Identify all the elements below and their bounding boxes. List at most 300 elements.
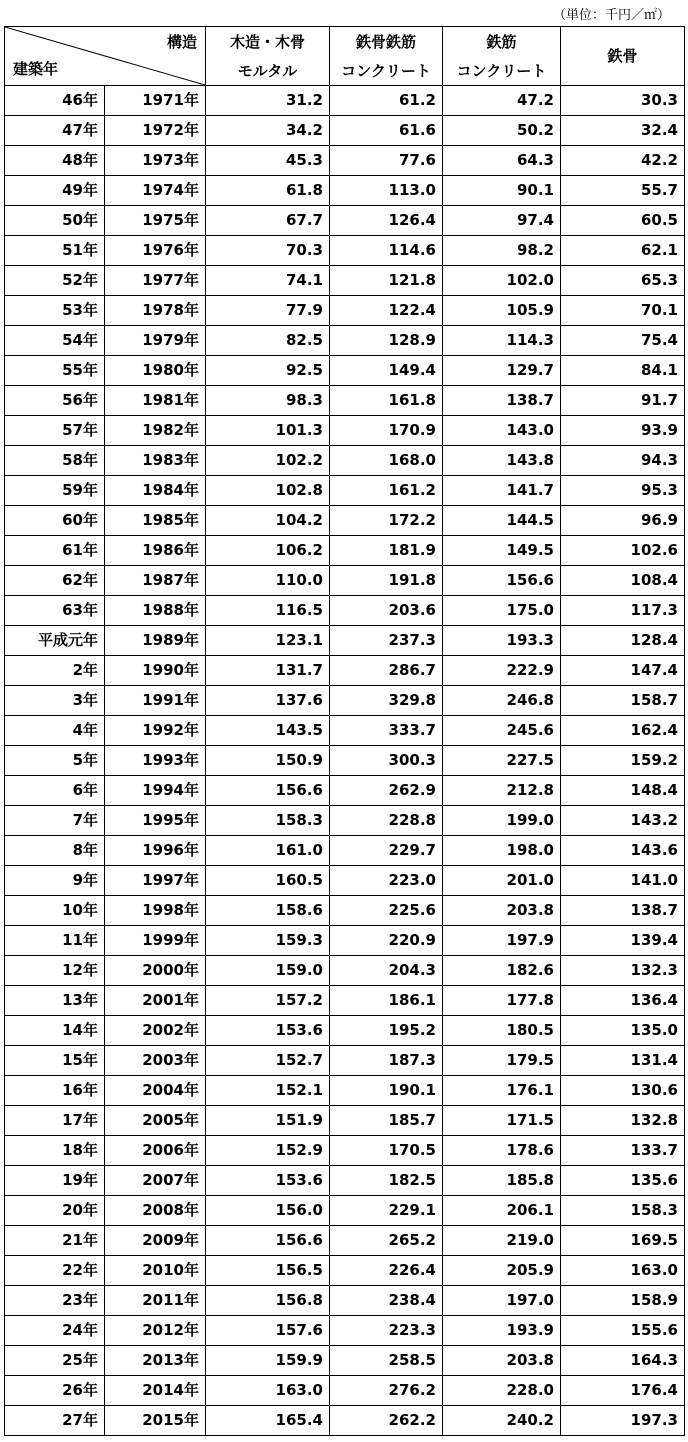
table-row <box>5 596 685 626</box>
rc-cell: 97.4 <box>443 206 561 236</box>
era-cell: 20年 <box>5 1196 105 1226</box>
year-cell: 2012年 <box>105 1316 206 1346</box>
src-cell: 168.0 <box>330 446 443 476</box>
table-row <box>5 896 685 926</box>
era-cell: 平成元年 <box>5 626 105 656</box>
table-row <box>5 116 685 146</box>
wood-mortar-cell: 45.3 <box>206 146 330 176</box>
rc-cell: 228.0 <box>443 1376 561 1406</box>
year-cell: 1997年 <box>105 866 206 896</box>
src-cell: 170.5 <box>330 1136 443 1166</box>
steel-cell: 176.4 <box>561 1376 685 1406</box>
wood-mortar-cell: 61.8 <box>206 176 330 206</box>
steel-cell: 148.4 <box>561 776 685 806</box>
year-cell: 1982年 <box>105 416 206 446</box>
table-row <box>5 266 685 296</box>
src-cell: 170.9 <box>330 416 443 446</box>
table-row <box>5 176 685 206</box>
table-row <box>5 1016 685 1046</box>
steel-cell: 70.1 <box>561 296 685 326</box>
era-cell: 61年 <box>5 536 105 566</box>
steel-cell: 135.6 <box>561 1166 685 1196</box>
era-cell: 63年 <box>5 596 105 626</box>
table-row <box>5 776 685 806</box>
era-cell: 17年 <box>5 1106 105 1136</box>
wood-mortar-cell: 157.6 <box>206 1316 330 1346</box>
rc-cell: 143.8 <box>443 446 561 476</box>
src-cell: 262.9 <box>330 776 443 806</box>
year-cell: 1996年 <box>105 836 206 866</box>
rc-cell: 143.0 <box>443 416 561 446</box>
table-row <box>5 146 685 176</box>
steel-cell: 93.9 <box>561 416 685 446</box>
era-cell: 59年 <box>5 476 105 506</box>
rc-cell: 138.7 <box>443 386 561 416</box>
rc-cell: 149.5 <box>443 536 561 566</box>
rc-cell: 180.5 <box>443 1016 561 1046</box>
rc-cell: 212.8 <box>443 776 561 806</box>
wood-mortar-cell: 101.3 <box>206 416 330 446</box>
era-cell: 52年 <box>5 266 105 296</box>
year-cell: 1976年 <box>105 236 206 266</box>
year-cell: 1975年 <box>105 206 206 236</box>
src-cell: 203.6 <box>330 596 443 626</box>
table-row <box>5 716 685 746</box>
col-header-src-line2: コンクリート <box>341 61 431 80</box>
era-cell: 19年 <box>5 1166 105 1196</box>
wood-mortar-cell: 152.1 <box>206 1076 330 1106</box>
table-header-row <box>5 27 685 86</box>
src-cell: 258.5 <box>330 1346 443 1376</box>
rc-cell: 245.6 <box>443 716 561 746</box>
rc-cell: 47.2 <box>443 86 561 116</box>
year-cell: 1972年 <box>105 116 206 146</box>
year-cell: 2015年 <box>105 1406 206 1436</box>
rc-cell: 203.8 <box>443 896 561 926</box>
year-cell: 2014年 <box>105 1376 206 1406</box>
era-cell: 3年 <box>5 686 105 716</box>
steel-cell: 60.5 <box>561 206 685 236</box>
steel-cell: 139.4 <box>561 926 685 956</box>
wood-mortar-cell: 158.3 <box>206 806 330 836</box>
table-row <box>5 446 685 476</box>
year-cell: 1995年 <box>105 806 206 836</box>
col-header-rc <box>443 27 561 86</box>
era-cell: 13年 <box>5 986 105 1016</box>
src-cell: 114.6 <box>330 236 443 266</box>
year-cell: 1990年 <box>105 656 206 686</box>
src-cell: 265.2 <box>330 1226 443 1256</box>
wood-mortar-cell: 102.8 <box>206 476 330 506</box>
steel-cell: 94.3 <box>561 446 685 476</box>
era-cell: 53年 <box>5 296 105 326</box>
steel-cell: 132.8 <box>561 1106 685 1136</box>
era-cell: 9年 <box>5 866 105 896</box>
rc-cell: 198.0 <box>443 836 561 866</box>
col-header-wood-line2: モルタル <box>237 61 298 80</box>
era-cell: 48年 <box>5 146 105 176</box>
table-row <box>5 1226 685 1256</box>
wood-mortar-cell: 110.0 <box>206 566 330 596</box>
year-cell: 2000年 <box>105 956 206 986</box>
src-cell: 191.8 <box>330 566 443 596</box>
era-cell: 24年 <box>5 1316 105 1346</box>
wood-mortar-cell: 137.6 <box>206 686 330 716</box>
table-row <box>5 1076 685 1106</box>
table-row <box>5 386 685 416</box>
rc-cell: 171.5 <box>443 1106 561 1136</box>
era-cell: 56年 <box>5 386 105 416</box>
col-header-steel <box>561 27 685 86</box>
table-row <box>5 1346 685 1376</box>
steel-cell: 138.7 <box>561 896 685 926</box>
wood-mortar-cell: 150.9 <box>206 746 330 776</box>
rc-cell: 178.6 <box>443 1136 561 1166</box>
wood-mortar-cell: 70.3 <box>206 236 330 266</box>
steel-cell: 162.4 <box>561 716 685 746</box>
steel-cell: 91.7 <box>561 386 685 416</box>
year-cell: 1985年 <box>105 506 206 536</box>
era-cell: 47年 <box>5 116 105 146</box>
steel-cell: 135.0 <box>561 1016 685 1046</box>
wood-mortar-cell: 163.0 <box>206 1376 330 1406</box>
src-cell: 228.8 <box>330 806 443 836</box>
year-cell: 1979年 <box>105 326 206 356</box>
rc-cell: 199.0 <box>443 806 561 836</box>
rc-cell: 201.0 <box>443 866 561 896</box>
era-cell: 2年 <box>5 656 105 686</box>
steel-cell: 158.9 <box>561 1286 685 1316</box>
rc-cell: 227.5 <box>443 746 561 776</box>
year-cell: 1973年 <box>105 146 206 176</box>
src-cell: 262.2 <box>330 1406 443 1436</box>
steel-cell: 147.4 <box>561 656 685 686</box>
era-cell: 27年 <box>5 1406 105 1436</box>
construction-cost-table <box>4 26 685 1436</box>
src-cell: 300.3 <box>330 746 443 776</box>
era-cell: 46年 <box>5 86 105 116</box>
src-cell: 225.6 <box>330 896 443 926</box>
year-cell: 1974年 <box>105 176 206 206</box>
year-cell: 1994年 <box>105 776 206 806</box>
table-row <box>5 1196 685 1226</box>
src-cell: 229.1 <box>330 1196 443 1226</box>
src-cell: 204.3 <box>330 956 443 986</box>
src-cell: 286.7 <box>330 656 443 686</box>
era-cell: 10年 <box>5 896 105 926</box>
table-row <box>5 1286 685 1316</box>
era-cell: 22年 <box>5 1256 105 1286</box>
steel-cell: 131.4 <box>561 1046 685 1076</box>
year-cell: 1991年 <box>105 686 206 716</box>
era-cell: 8年 <box>5 836 105 866</box>
table-row <box>5 986 685 1016</box>
src-cell: 187.3 <box>330 1046 443 1076</box>
corner-header-cell <box>5 27 206 86</box>
steel-cell: 30.3 <box>561 86 685 116</box>
wood-mortar-cell: 92.5 <box>206 356 330 386</box>
steel-cell: 163.0 <box>561 1256 685 1286</box>
wood-mortar-cell: 151.9 <box>206 1106 330 1136</box>
table-row <box>5 536 685 566</box>
wood-mortar-cell: 98.3 <box>206 386 330 416</box>
era-cell: 21年 <box>5 1226 105 1256</box>
src-cell: 237.3 <box>330 626 443 656</box>
era-cell: 14年 <box>5 1016 105 1046</box>
rc-cell: 246.8 <box>443 686 561 716</box>
steel-cell: 133.7 <box>561 1136 685 1166</box>
year-cell: 2009年 <box>105 1226 206 1256</box>
src-cell: 195.2 <box>330 1016 443 1046</box>
wood-mortar-cell: 159.0 <box>206 956 330 986</box>
era-cell: 5年 <box>5 746 105 776</box>
steel-cell: 159.2 <box>561 746 685 776</box>
col-header-rc-line2: コンクリート <box>456 61 547 80</box>
year-cell: 2008年 <box>105 1196 206 1226</box>
table-row <box>5 1256 685 1286</box>
steel-cell: 117.3 <box>561 596 685 626</box>
col-header-rc-line1: 鉄筋 <box>486 32 517 51</box>
year-cell: 1977年 <box>105 266 206 296</box>
wood-mortar-cell: 156.8 <box>206 1286 330 1316</box>
steel-cell: 65.3 <box>561 266 685 296</box>
col-header-wood-line1: 木造・木骨 <box>229 32 305 51</box>
year-cell: 2005年 <box>105 1106 206 1136</box>
rc-cell: 156.6 <box>443 566 561 596</box>
rc-cell: 205.9 <box>443 1256 561 1286</box>
steel-cell: 128.4 <box>561 626 685 656</box>
rc-cell: 98.2 <box>443 236 561 266</box>
table-row <box>5 206 685 236</box>
rc-cell: 182.6 <box>443 956 561 986</box>
era-cell: 62年 <box>5 566 105 596</box>
era-cell: 25年 <box>5 1346 105 1376</box>
wood-mortar-cell: 74.1 <box>206 266 330 296</box>
year-cell: 1999年 <box>105 926 206 956</box>
wood-mortar-cell: 160.5 <box>206 866 330 896</box>
steel-cell: 143.2 <box>561 806 685 836</box>
wood-mortar-cell: 157.2 <box>206 986 330 1016</box>
col-header-wood <box>206 27 330 86</box>
year-cell: 1980年 <box>105 356 206 386</box>
table-row <box>5 1316 685 1346</box>
steel-cell: 158.3 <box>561 1196 685 1226</box>
src-cell: 238.4 <box>330 1286 443 1316</box>
table-body <box>5 86 685 1436</box>
year-cell: 1987年 <box>105 566 206 596</box>
era-cell: 12年 <box>5 956 105 986</box>
era-cell: 11年 <box>5 926 105 956</box>
src-cell: 172.2 <box>330 506 443 536</box>
year-cell: 2007年 <box>105 1166 206 1196</box>
table-row <box>5 956 685 986</box>
year-cell: 2003年 <box>105 1046 206 1076</box>
src-cell: 161.2 <box>330 476 443 506</box>
table-row <box>5 626 685 656</box>
wood-mortar-cell: 102.2 <box>206 446 330 476</box>
rc-cell: 185.8 <box>443 1166 561 1196</box>
src-cell: 181.9 <box>330 536 443 566</box>
src-cell: 226.4 <box>330 1256 443 1286</box>
steel-cell: 158.7 <box>561 686 685 716</box>
wood-mortar-cell: 156.5 <box>206 1256 330 1286</box>
era-cell: 18年 <box>5 1136 105 1166</box>
src-cell: 329.8 <box>330 686 443 716</box>
steel-cell: 108.4 <box>561 566 685 596</box>
year-cell: 1983年 <box>105 446 206 476</box>
table-row <box>5 686 685 716</box>
unit-label: （単位：千円／㎡） <box>552 8 670 23</box>
wood-mortar-cell: 153.6 <box>206 1016 330 1046</box>
table-row <box>5 236 685 266</box>
table-row <box>5 656 685 686</box>
steel-cell: 130.6 <box>561 1076 685 1106</box>
wood-mortar-cell: 143.5 <box>206 716 330 746</box>
steel-cell: 32.4 <box>561 116 685 146</box>
wood-mortar-cell: 159.9 <box>206 1346 330 1376</box>
era-cell: 49年 <box>5 176 105 206</box>
rc-cell: 179.5 <box>443 1046 561 1076</box>
era-cell: 16年 <box>5 1076 105 1106</box>
table-row <box>5 566 685 596</box>
era-cell: 50年 <box>5 206 105 236</box>
steel-cell: 132.3 <box>561 956 685 986</box>
era-cell: 57年 <box>5 416 105 446</box>
era-cell: 6年 <box>5 776 105 806</box>
src-cell: 149.4 <box>330 356 443 386</box>
wood-mortar-cell: 34.2 <box>206 116 330 146</box>
wood-mortar-cell: 123.1 <box>206 626 330 656</box>
src-cell: 161.8 <box>330 386 443 416</box>
steel-cell: 84.1 <box>561 356 685 386</box>
table-row <box>5 1166 685 1196</box>
steel-cell: 136.4 <box>561 986 685 1016</box>
steel-cell: 197.3 <box>561 1406 685 1436</box>
year-cell: 1998年 <box>105 896 206 926</box>
rc-cell: 176.1 <box>443 1076 561 1106</box>
table-row <box>5 86 685 116</box>
wood-mortar-cell: 165.4 <box>206 1406 330 1436</box>
wood-mortar-cell: 131.7 <box>206 656 330 686</box>
src-cell: 77.6 <box>330 146 443 176</box>
src-cell: 333.7 <box>330 716 443 746</box>
wood-mortar-cell: 104.2 <box>206 506 330 536</box>
rc-cell: 90.1 <box>443 176 561 206</box>
wood-mortar-cell: 158.6 <box>206 896 330 926</box>
src-cell: 126.4 <box>330 206 443 236</box>
year-cell: 1993年 <box>105 746 206 776</box>
year-cell: 1981年 <box>105 386 206 416</box>
era-cell: 4年 <box>5 716 105 746</box>
year-cell: 2001年 <box>105 986 206 1016</box>
year-cell: 1986年 <box>105 536 206 566</box>
era-cell: 54年 <box>5 326 105 356</box>
rc-cell: 219.0 <box>443 1226 561 1256</box>
steel-cell: 95.3 <box>561 476 685 506</box>
year-cell: 1978年 <box>105 296 206 326</box>
src-cell: 128.9 <box>330 326 443 356</box>
wood-mortar-cell: 77.9 <box>206 296 330 326</box>
year-cell: 1989年 <box>105 626 206 656</box>
era-cell: 7年 <box>5 806 105 836</box>
year-cell: 1992年 <box>105 716 206 746</box>
rc-cell: 203.8 <box>443 1346 561 1376</box>
wood-mortar-cell: 152.9 <box>206 1136 330 1166</box>
rc-cell: 129.7 <box>443 356 561 386</box>
src-cell: 121.8 <box>330 266 443 296</box>
table-row <box>5 1406 685 1436</box>
rc-cell: 197.9 <box>443 926 561 956</box>
era-cell: 23年 <box>5 1286 105 1316</box>
table-row <box>5 806 685 836</box>
rc-cell: 206.1 <box>443 1196 561 1226</box>
src-cell: 61.6 <box>330 116 443 146</box>
year-cell: 2006年 <box>105 1136 206 1166</box>
table-row <box>5 836 685 866</box>
steel-cell: 155.6 <box>561 1316 685 1346</box>
rc-cell: 50.2 <box>443 116 561 146</box>
era-cell: 26年 <box>5 1376 105 1406</box>
src-cell: 61.2 <box>330 86 443 116</box>
src-cell: 186.1 <box>330 986 443 1016</box>
year-cell: 2013年 <box>105 1346 206 1376</box>
src-cell: 229.7 <box>330 836 443 866</box>
steel-cell: 62.1 <box>561 236 685 266</box>
era-cell: 60年 <box>5 506 105 536</box>
wood-mortar-cell: 31.2 <box>206 86 330 116</box>
rc-cell: 193.3 <box>443 626 561 656</box>
wood-mortar-cell: 159.3 <box>206 926 330 956</box>
era-cell: 51年 <box>5 236 105 266</box>
rc-cell: 193.9 <box>443 1316 561 1346</box>
wood-mortar-cell: 152.7 <box>206 1046 330 1076</box>
table-row <box>5 926 685 956</box>
wood-mortar-cell: 156.0 <box>206 1196 330 1226</box>
table-row <box>5 746 685 776</box>
wood-mortar-cell: 106.2 <box>206 536 330 566</box>
year-cell: 2011年 <box>105 1286 206 1316</box>
table-row <box>5 1046 685 1076</box>
wood-mortar-cell: 156.6 <box>206 776 330 806</box>
table-row <box>5 476 685 506</box>
table-row <box>5 326 685 356</box>
steel-cell: 42.2 <box>561 146 685 176</box>
year-cell: 2010年 <box>105 1256 206 1286</box>
year-cell: 1988年 <box>105 596 206 626</box>
col-header-src-line1: 鉄骨鉄筋 <box>355 32 416 51</box>
table-row <box>5 506 685 536</box>
src-cell: 113.0 <box>330 176 443 206</box>
steel-cell: 55.7 <box>561 176 685 206</box>
rc-cell: 114.3 <box>443 326 561 356</box>
src-cell: 190.1 <box>330 1076 443 1106</box>
era-cell: 58年 <box>5 446 105 476</box>
table-row <box>5 416 685 446</box>
steel-cell: 143.6 <box>561 836 685 866</box>
rc-cell: 141.7 <box>443 476 561 506</box>
rc-cell: 222.9 <box>443 656 561 686</box>
wood-mortar-cell: 116.5 <box>206 596 330 626</box>
year-cell: 2002年 <box>105 1016 206 1046</box>
steel-cell: 96.9 <box>561 506 685 536</box>
wood-mortar-cell: 153.6 <box>206 1166 330 1196</box>
rc-cell: 64.3 <box>443 146 561 176</box>
src-cell: 223.0 <box>330 866 443 896</box>
rc-cell: 102.0 <box>443 266 561 296</box>
structure-label: 構造 <box>166 33 197 51</box>
steel-cell: 102.6 <box>561 536 685 566</box>
era-cell: 15年 <box>5 1046 105 1076</box>
